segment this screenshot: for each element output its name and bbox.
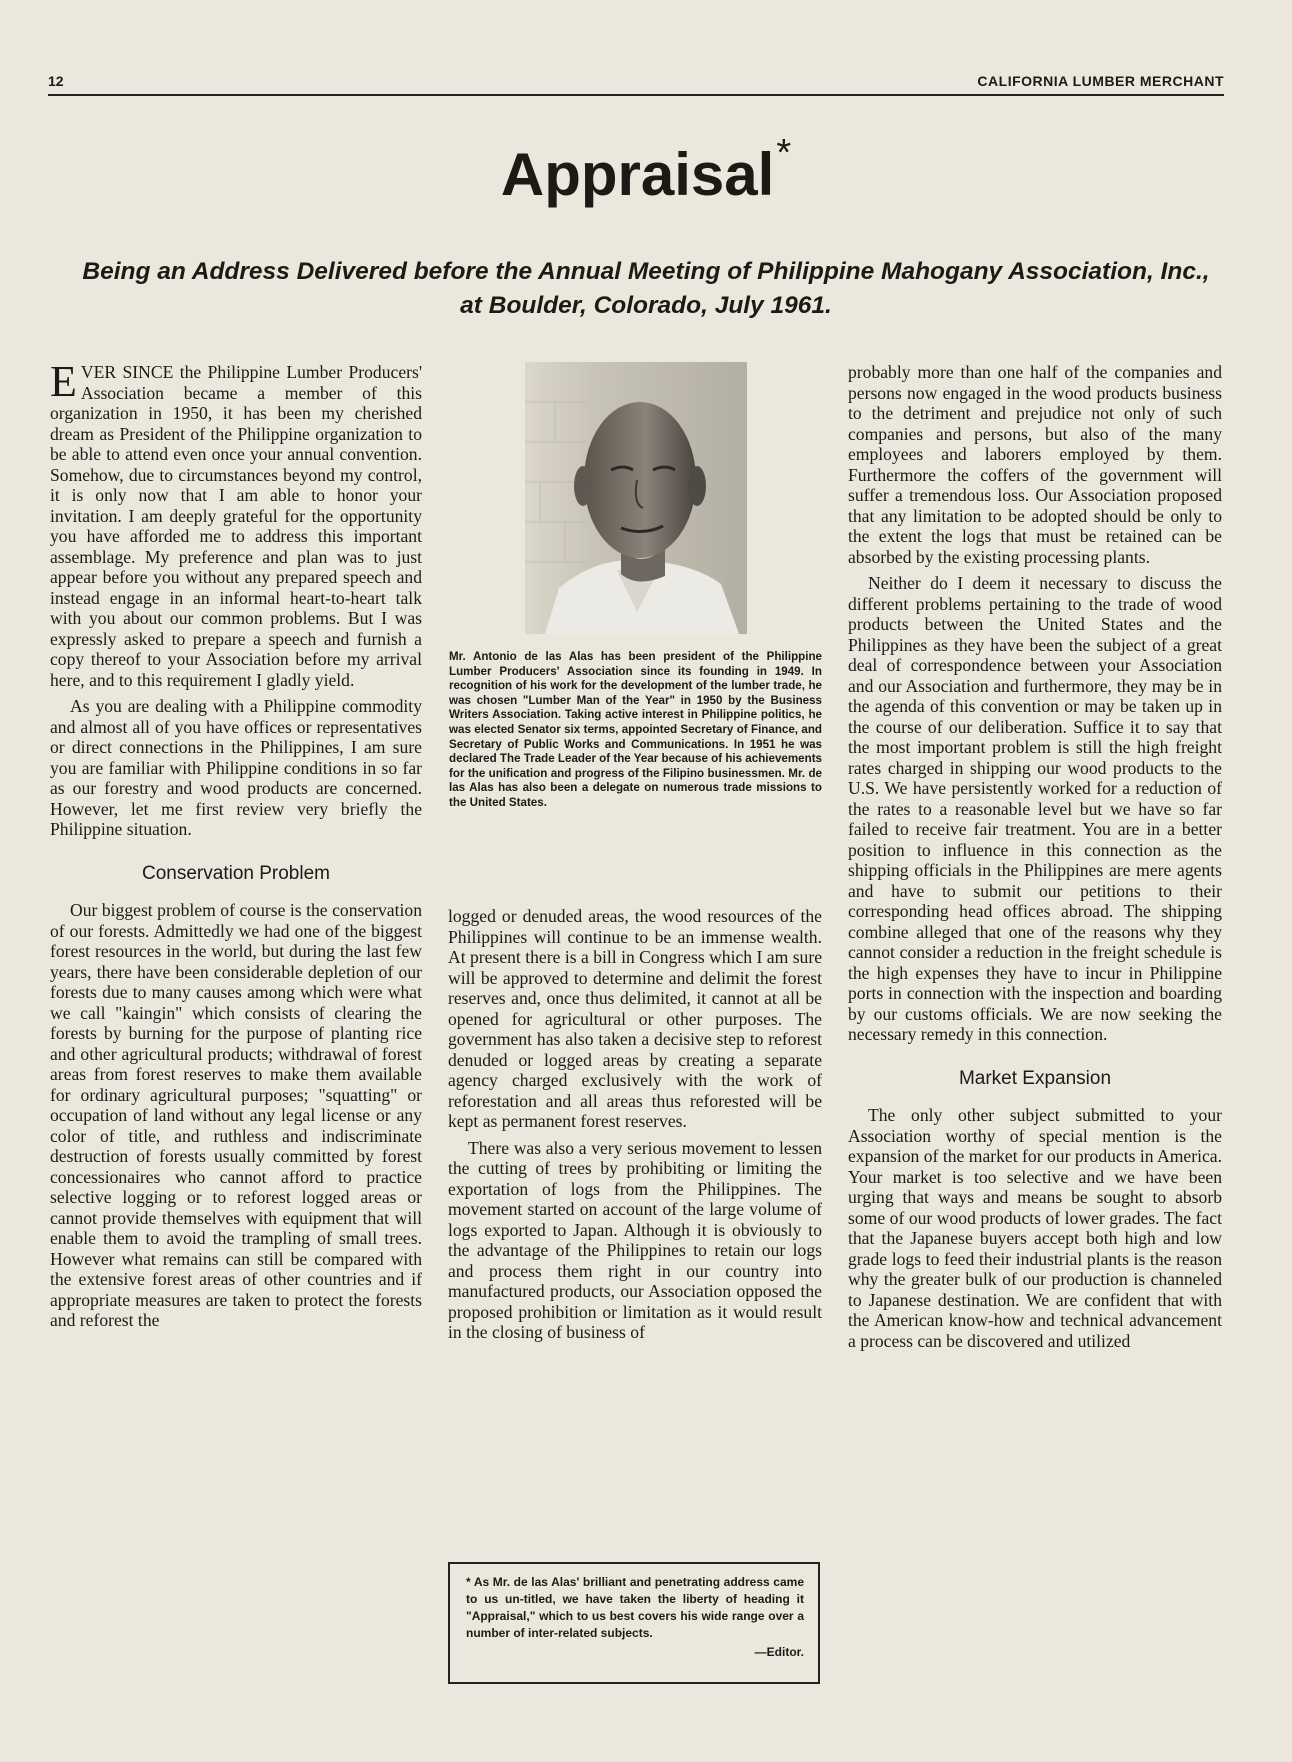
title-footnote-mark: * [776, 132, 792, 174]
column-3 [848, 362, 1222, 1357]
photo-caption: Mr. Antonio de las Alas has been president of the Philippine Lumber Producers' Association since its founding in 1949. In recognition of his work for the development of the lumber trade, he was chosen "Lumber Man of the Year" in 1950 by the Business Writers Association. Taking active interest in Philippine politics, he was elected Senator six terms, appointed Secretary of Finance, and Secretary of Public Works and Communications. In 1951 he was declared The Trade Leader of the Year because of his achievements for the unification and progress of the Filipino businessmen. Mr. de las Alas has also been a delegate on numerous trade missions to the United States. [449, 650, 822, 809]
portrait-photo [525, 362, 747, 634]
page-header [48, 70, 1224, 96]
column-2 [448, 906, 822, 1349]
editor-signature: —Editor. [754, 1645, 804, 1659]
article-subtitle: Being an Address Delivered before the Annual Meeting of Philippine Mahogany Association, Inc., at Boulder, Colorado, July 1961. [82, 258, 1210, 319]
paragraph: logged or denuded areas, the wood resources of the Philippines will continue to be an immense wealth. At present there is a bill in Congress which I am sure will be approved to determine and delimit the forest reserves and, once thus delimited, it cannot at all be opened for agricultural or other purposes. The government has also taken a decisive step to reforest denuded or logged areas by creating a separate agency charged exclusively with the work of reforestation and all areas thus reforested will be kept as permanent forest reserves. [448, 906, 822, 1131]
paragraph [50, 357, 422, 690]
paragraph: Our biggest problem of course is the conservation of our forests. Admittedly we had one of the biggest forest resources in the world, but during the last few years, there have been considerable depletion of our forests due to many causes among which were what we call "kaingin" which consists of clearing the forests by burning for the purpose of planting rice and other agricultural products; withdrawal of forest areas from forest reserves to make them available for ordinary agricultural purposes; "squatting" or occupation of land without any legal license or any color of title, and ruthless and indiscriminate destruction of forests usually committed by forest concessionaires who cannot afford to practice selective logging or to reforest logged areas or cannot provide themselves with equipment that will enable them to avoid the trampling of small trees. However what remains can still be compared with the extensive forest areas of other countries and if appropriate measures are taken to protect the forests and reforest the [50, 900, 422, 1330]
section-heading: Market Expansion [958, 1067, 1112, 1089]
editor-note-text: * As Mr. de las Alas' brilliant and penetrating address came to us un-titled, we have taken the liberty of heading it "Appraisal," which to us best covers his wide range over a number of inter-related subjects. [466, 1575, 804, 1640]
paragraph: probably more than one half of the companies and persons now engaged in the wood products business to the detriment and prejudice not only of such companies and persons, but also of the many employees and laborers employed by them. Furthermore the coffers of the government will suffer a tremendous loss. Our Association proposed that any limitation to be adopted should be only to the extent the logs that must be retained can be absorbed by the existing processing plants. [848, 362, 1222, 567]
paragraph: The only other subject submitted to your Association worthy of special mention is the expansion of the market for our products in America. Your market is too selective and we have been urging that ways and means be sought to absorb some of our wood products of lower grades. The fact that the Japanese buyers accept both high and low grade logs to feed their industrial plants is the reason why the greater bulk of our production is channeled to Japanese destination. We are confident that with the American know-how and technical advancement a process can be discovered and utilized [848, 1105, 1222, 1351]
article-title-text: Appraisal [500, 141, 775, 208]
paragraph-text: VER SINCE the Philippine Lumber Producers' Association became a member of this organization in 1950, it has been my cherished dream as President of the Philippine organization to be able to attend even once your annual convention. Somehow, due to circumstances beyond my control, it is only now that I am able to honor your invitation. I am deeply grateful for the opportunity you have afforded me to address this important assemblage. My preference and plan was to just appear before you without any prepared speech and instead engage in an informal heart-to-heart talk with you about our common problems. But I was expressly asked to prepare a speech and furnish a copy thereof to your Association before my arrival here, and to this requirement I gladly yield. [50, 362, 422, 690]
article-title [0, 132, 1292, 209]
paragraph: As you are dealing with a Philippine commodity and almost all of you have offices or representatives or direct connections in the Philippines, I am sure you are familiar with Philippine conditions in so far as our forestry and wood products are concerned. However, let me first review very briefly the Philippine situation. [50, 696, 422, 839]
editor-note-box [448, 1562, 820, 1684]
paragraph: Neither do I deem it necessary to discuss the different problems pertaining to the trade of wood products between the United States and the Philippines as they have been the subject of a great deal of correspondence between your Association and our Association and furthermore, they may be in the agenda of this convention or may be taken up in the course of our deliberation. Suffice it to say that the most important problem is still the high freight rates charged in shipping our wood products to the U.S. We have persistently worked for a reduction of the rates to a reasonable level but we have so far failed to receive fair treatment. You are in a better position to influence in this connection as the shipping officials in the Philippines are mere agents and have to submit our petitions to their corresponding head offices abroad. The shipping combine alleged that one of the reasons why they cannot consider a reduction in the freight schedule is the high expenses they have to incur in Philippine ports in connection with the inspection and boarding by our customs officials. We are now seeking the necessary remedy in this connection. [848, 573, 1222, 1044]
page-number: 12 [48, 73, 64, 89]
portrait-image [525, 362, 747, 634]
paragraph: There was also a very serious movement to lessen the cutting of trees by prohibiting or limiting the exportation of logs from the Philippines. The movement started on account of the large volume of logs exported to Japan. Although it is obviously to the advantage of the Philippines to retain our logs and process them right in our country into manufactured products, our Association opposed the proposed prohibition or limitation as it would result in the closing of business of [448, 1137, 822, 1342]
section-heading: Conservation Problem [142, 862, 330, 884]
column-1 [50, 357, 422, 1337]
drop-cap: E [50, 357, 77, 406]
publication-name: CALIFORNIA LUMBER MERCHANT [977, 73, 1224, 89]
